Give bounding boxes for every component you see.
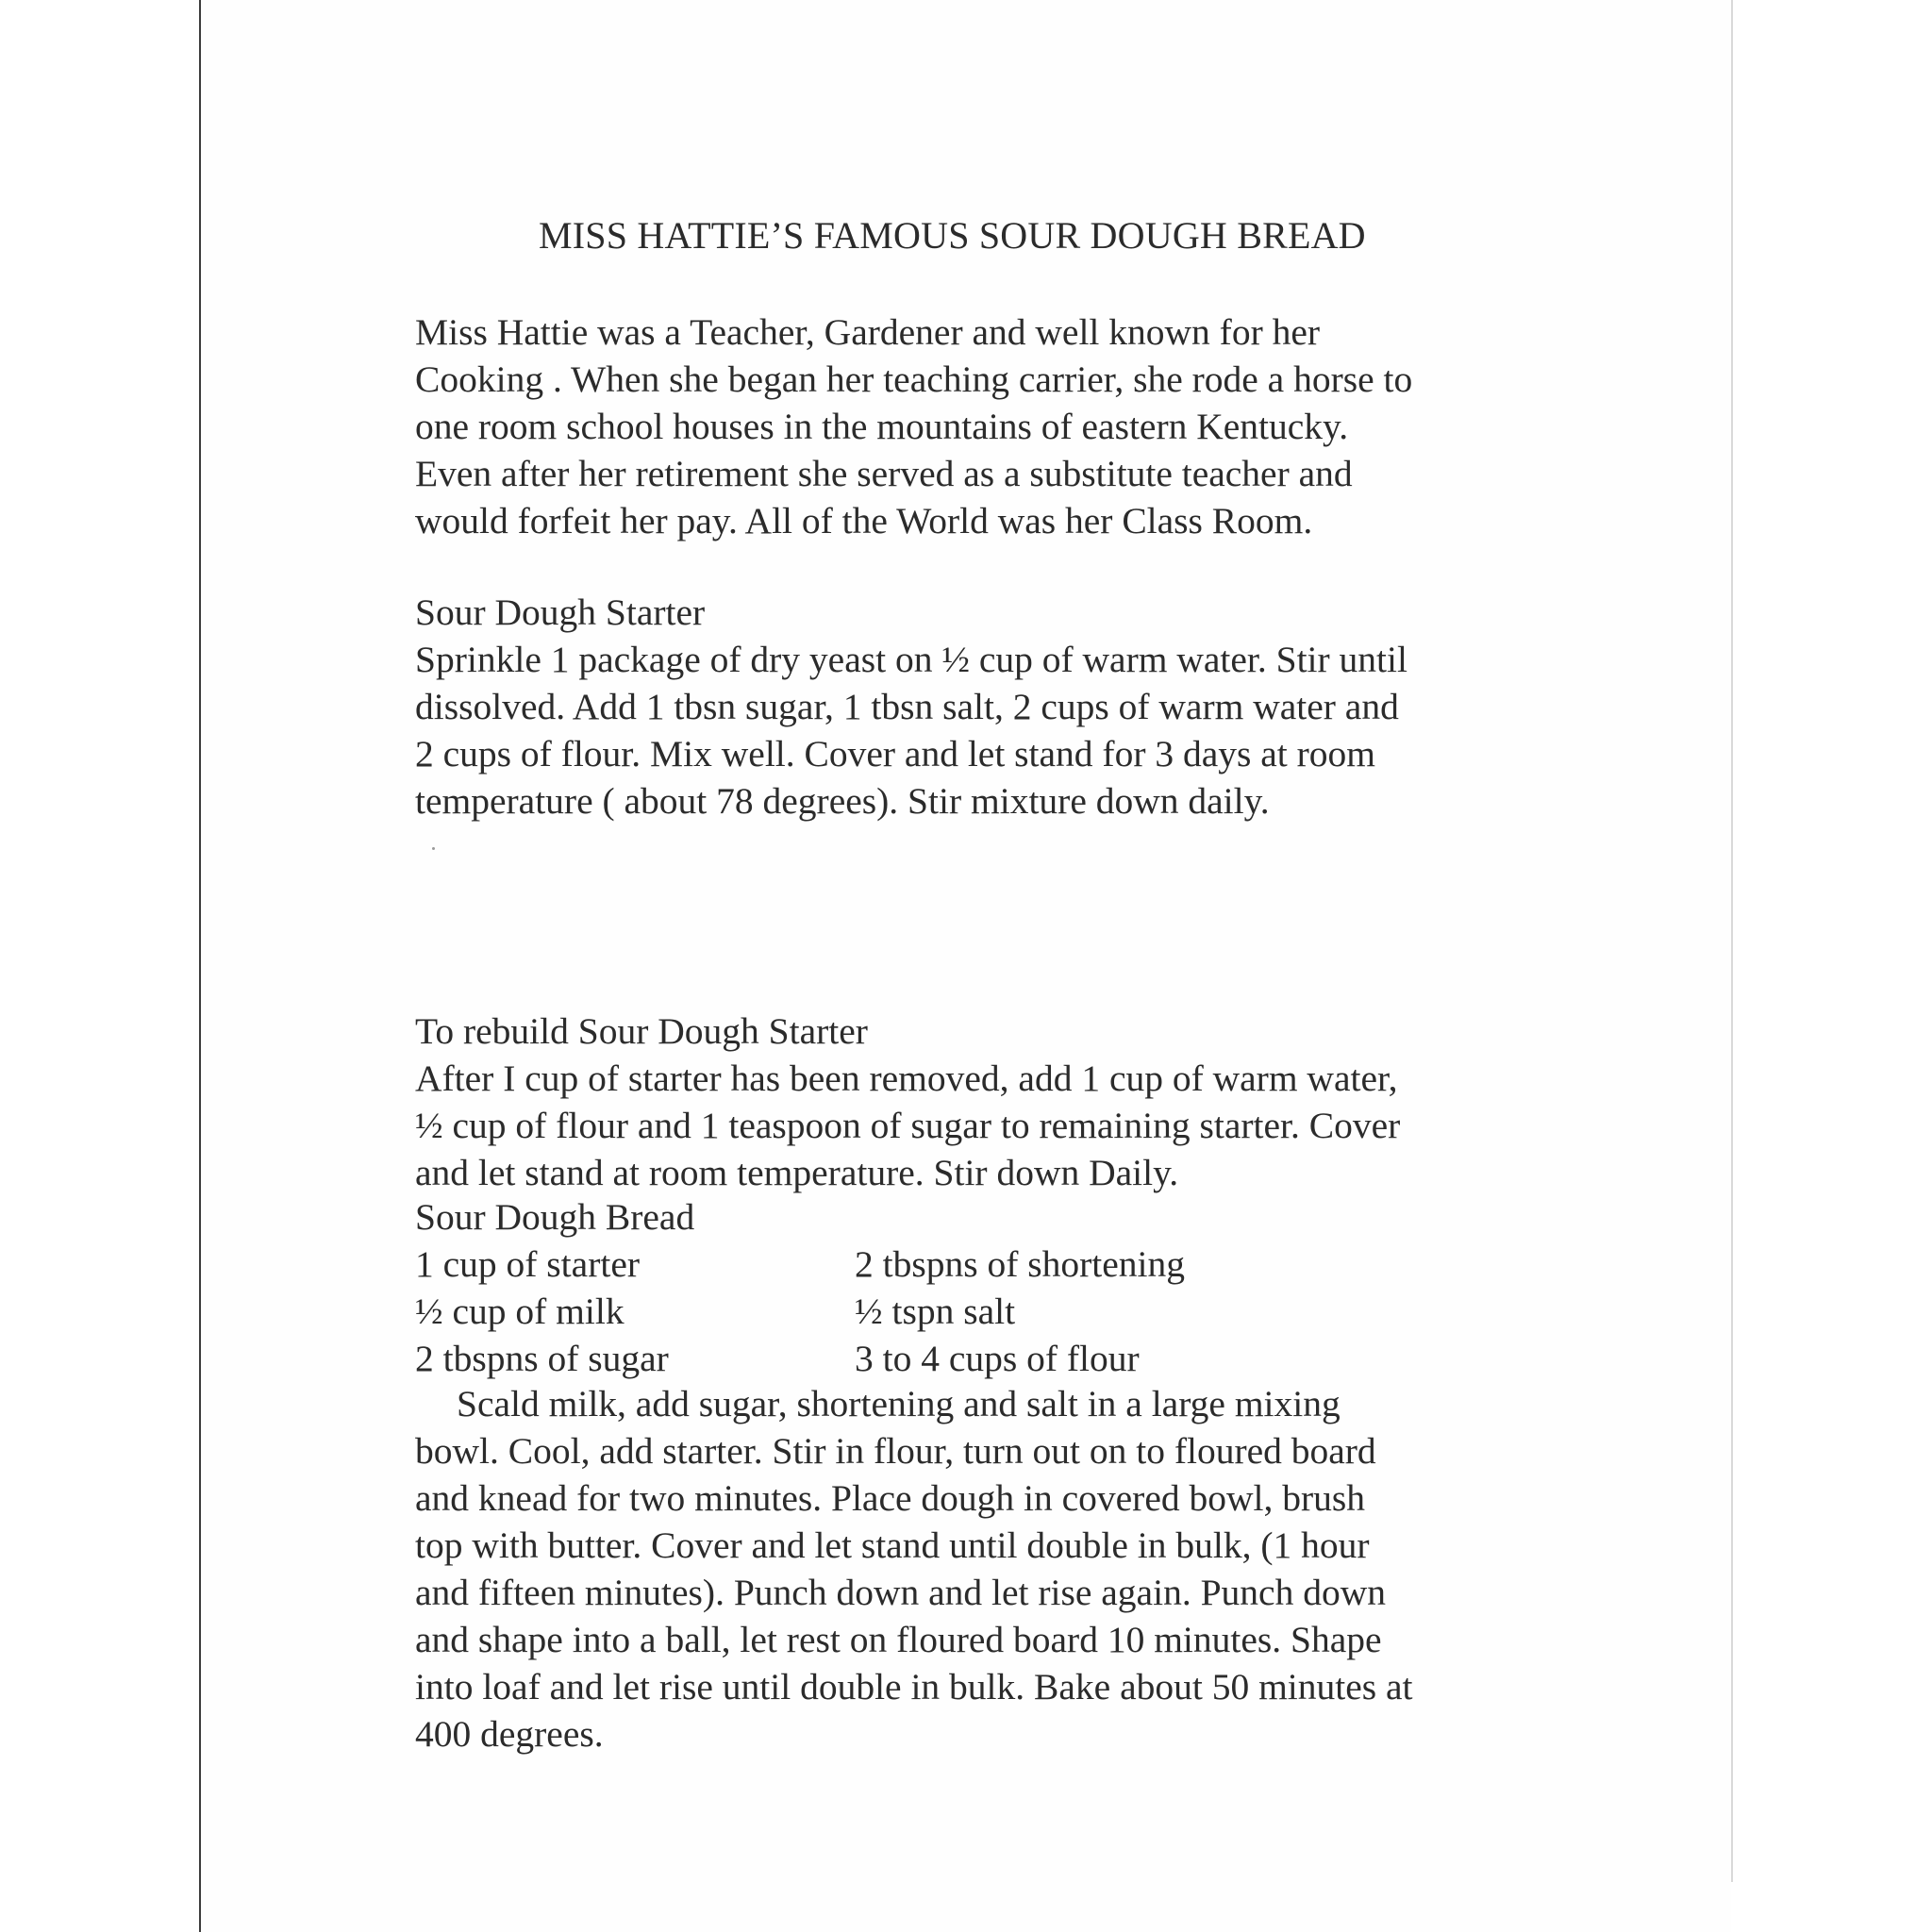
method-line: bowl. Cool, add starter. Stir in flour, turn out on to floured board (415, 1430, 1376, 1472)
rebuild-heading: To rebuild Sour Dough Starter (415, 1010, 868, 1052)
starter-heading: Sour Dough Starter (415, 591, 706, 633)
ingredient-item: ½ tspn salt (855, 1291, 1016, 1332)
intro-line: Cooking . When she began her teaching carrier, she rode a horse to (415, 358, 1413, 400)
method-paragraph (415, 1380, 1528, 1757)
method-line: and fifteen minutes). Punch down and let rise again. Punch down (415, 1572, 1386, 1613)
intro-paragraph (415, 308, 1528, 544)
ingredient-item: 1 cup of starter (415, 1243, 641, 1285)
scan-right-border (1731, 0, 1733, 1882)
rebuild-line: After I cup of starter has been removed, add 1 cup of warm water, (415, 1058, 1398, 1099)
starter-line: 2 cups of flour. Mix well. Cover and let stand for 3 days at room (415, 733, 1376, 774)
intro-line: one room school houses in the mountains of eastern Kentucky. (415, 406, 1349, 447)
method-line: Scald milk, add sugar, shortening and salt in a large mixing (457, 1383, 1341, 1424)
starter-section (415, 589, 1528, 824)
bread-section-heading (415, 1193, 1528, 1241)
method-line: 400 degrees. (415, 1713, 604, 1755)
starter-line: temperature ( about 78 degrees). Stir mixture down daily. (415, 780, 1270, 822)
ingredient-item: 2 tbspns of sugar (415, 1338, 669, 1379)
starter-line: Sprinkle 1 package of dry yeast on ½ cup of warm water. Stir until (415, 639, 1407, 680)
page-title: MISS HATTIE’S FAMOUS SOUR DOUGH BREAD (539, 214, 1366, 257)
starter-line: dissolved. Add 1 tbsn sugar, 1 tbsn salt, 2 cups of warm water and (415, 686, 1399, 727)
method-line: top with butter. Cover and let stand until double in bulk, (1 hour (415, 1524, 1370, 1566)
rebuild-section (415, 1008, 1528, 1196)
method-line: and knead for two minutes. Place dough in covered bowl, brush (415, 1477, 1366, 1519)
ingredient-item: ½ cup of milk (415, 1291, 625, 1332)
intro-line: Miss Hattie was a Teacher, Gardener and well known for her (415, 311, 1321, 353)
bread-heading: Sour Dough Bread (415, 1196, 695, 1238)
intro-line: Even after her retirement she served as a substitute teacher and (415, 453, 1353, 494)
scan-speck (432, 847, 435, 850)
ingredient-item: 2 tbspns of shortening (855, 1243, 1186, 1285)
method-line: into loaf and let rise until double in bulk. Bake about 50 minutes at (415, 1666, 1413, 1707)
intro-line: would forfeit her pay. All of the World was her Class Room. (415, 500, 1313, 541)
rebuild-line: ½ cup of flour and 1 teaspoon of sugar to remaining starter. Cover (415, 1105, 1401, 1146)
method-line: and shape into a ball, let rest on floured board 10 minutes. Shape (415, 1619, 1382, 1660)
rebuild-line: and let stand at room temperature. Stir down Daily. (415, 1152, 1179, 1193)
scan-left-border (0, 0, 201, 1932)
ingredient-item: 3 to 4 cups of flour (855, 1338, 1140, 1379)
